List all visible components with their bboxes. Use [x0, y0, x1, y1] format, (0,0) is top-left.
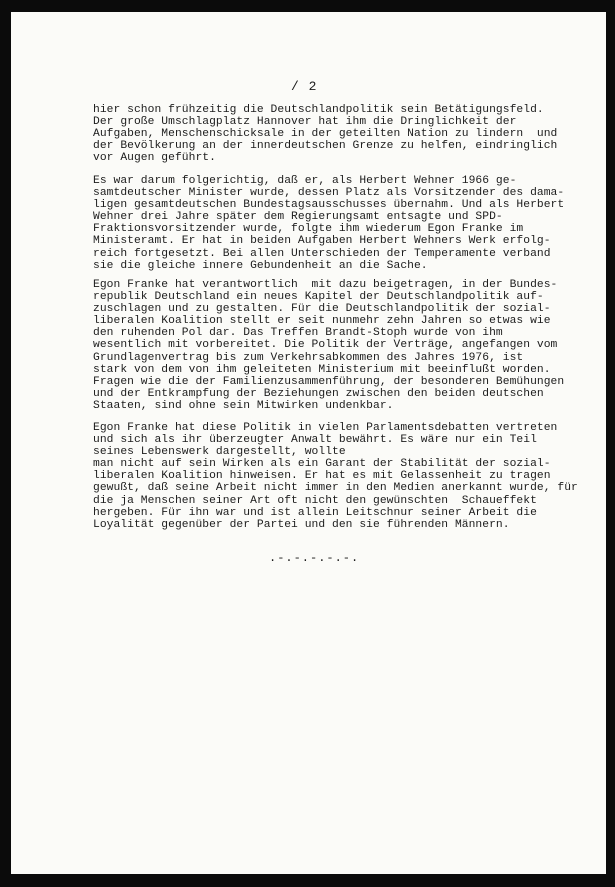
- text-line: Ministeramt. Er hat in beiden Aufgaben Herbert Wehners Werk erfolg-: [93, 235, 551, 248]
- text-line: vor Augen geführt.: [93, 152, 216, 165]
- text-line: Staaten, sind ohne sein Mitwirken undenkbar.: [93, 399, 394, 412]
- text-line: gewußt, daß seine Arbeit nicht immer in den Medien anerkannt wurde, für: [93, 482, 578, 495]
- text-line: hergeben. Für ihn war und ist allein Leitschnur seiner Arbeit die: [93, 506, 537, 519]
- text-line: Es war darum folgerichtig, daß er, als Herbert Wehner 1966 ge-: [93, 175, 517, 187]
- text-line: ligen gesamtdeutschen Bundestagsausschusses übernahm. Und als Herbert: [93, 199, 565, 212]
- page-number: / 2: [291, 79, 318, 94]
- end-mark: .-.-.-.-.-.: [269, 551, 360, 565]
- text-line: Fragen wie die der Familienzusammenführung, der besonderen Bemühungen: [93, 375, 565, 388]
- text-line: der Bevölkerung an der innerdeutschen Grenze zu helfen, eindringlich: [93, 140, 558, 153]
- text-line: Grundlagenvertrag bis zum Verkehrsabkommen des Jahres 1976, ist: [93, 351, 524, 364]
- text-line: liberalen Koalition hinweisen. Er hat es mit Gelassenheit zu tragen: [93, 470, 551, 483]
- text-line: man nicht auf sein Wirken als ein Garant der Stabilität der sozial-: [93, 458, 551, 471]
- text-line: sie die gleiche innere Gebundenheit an die Sache.: [93, 259, 428, 272]
- text-line: hier schon frühzeitig die Deutschlandpolitik sein Betätigungsfeld.: [93, 104, 544, 116]
- text-line: republik Deutschland ein neues Kapitel der Deutschlandpolitik auf-: [93, 291, 544, 304]
- text-line: seines Lebenswerk dargestellt, wollte: [93, 446, 346, 459]
- paragraph-4: [93, 422, 583, 531]
- paragraph-1: [93, 104, 583, 164]
- text-line: reich fortgesetzt. Bei allen Unterschieden der Temperamente verband: [93, 247, 551, 260]
- text-line: liberalen Koalition stellt er seit nunmehr zehn Jahren so etwas wie: [93, 315, 551, 328]
- text-line: Der große Umschlagplatz Hannover hat ihm die Dringlichkeit der: [93, 116, 517, 129]
- paragraph-3: [93, 279, 583, 412]
- document-page: [11, 12, 606, 874]
- text-line: zuschlagen und zu gestalten. Für die Deutschlandpolitik der sozial-: [93, 303, 551, 316]
- text-line: und sich als ihr überzeugter Anwalt bewährt. Es wäre nur ein Teil: [93, 434, 537, 447]
- text-line: Egon Franke hat diese Politik in vielen Parlamentsdebatten vertreten: [93, 422, 558, 434]
- text-line: die ja Menschen seiner Art oft nicht den gewünschten Schaueffekt: [93, 494, 537, 507]
- text-line: Wehner drei Jahre später dem Regierungsamt entsagte und SPD-: [93, 211, 503, 224]
- text-line: den ruhenden Pol dar. Das Treffen Brandt-Stoph wurde von ihm: [93, 327, 503, 340]
- text-line: wesentlich mit vorbereitet. Die Politik der Verträge, angefangen vom: [93, 339, 558, 352]
- text-line: und der Entkrampfung der Beziehungen zwischen den beiden deutschen: [93, 387, 544, 400]
- text-line: Egon Franke hat verantwortlich mit dazu beigetragen, in der Bundes-: [93, 279, 558, 291]
- text-line: Fraktionsvorsitzender wurde, folgte ihm wiederum Egon Franke im: [93, 223, 524, 236]
- text-line: stark von dem von ihm geleiteten Ministerium mit beeinflußt worden.: [93, 363, 551, 376]
- paragraph-2: [93, 175, 583, 272]
- text-line: Loyalität gegenüber der Partei und den sie führenden Männern.: [93, 518, 510, 531]
- text-line: samtdeutscher Minister wurde, dessen Platz als Vorsitzender des dama-: [93, 187, 565, 200]
- text-line: Aufgaben, Menschenschicksale in der geteilten Nation zu lindern und: [93, 128, 558, 141]
